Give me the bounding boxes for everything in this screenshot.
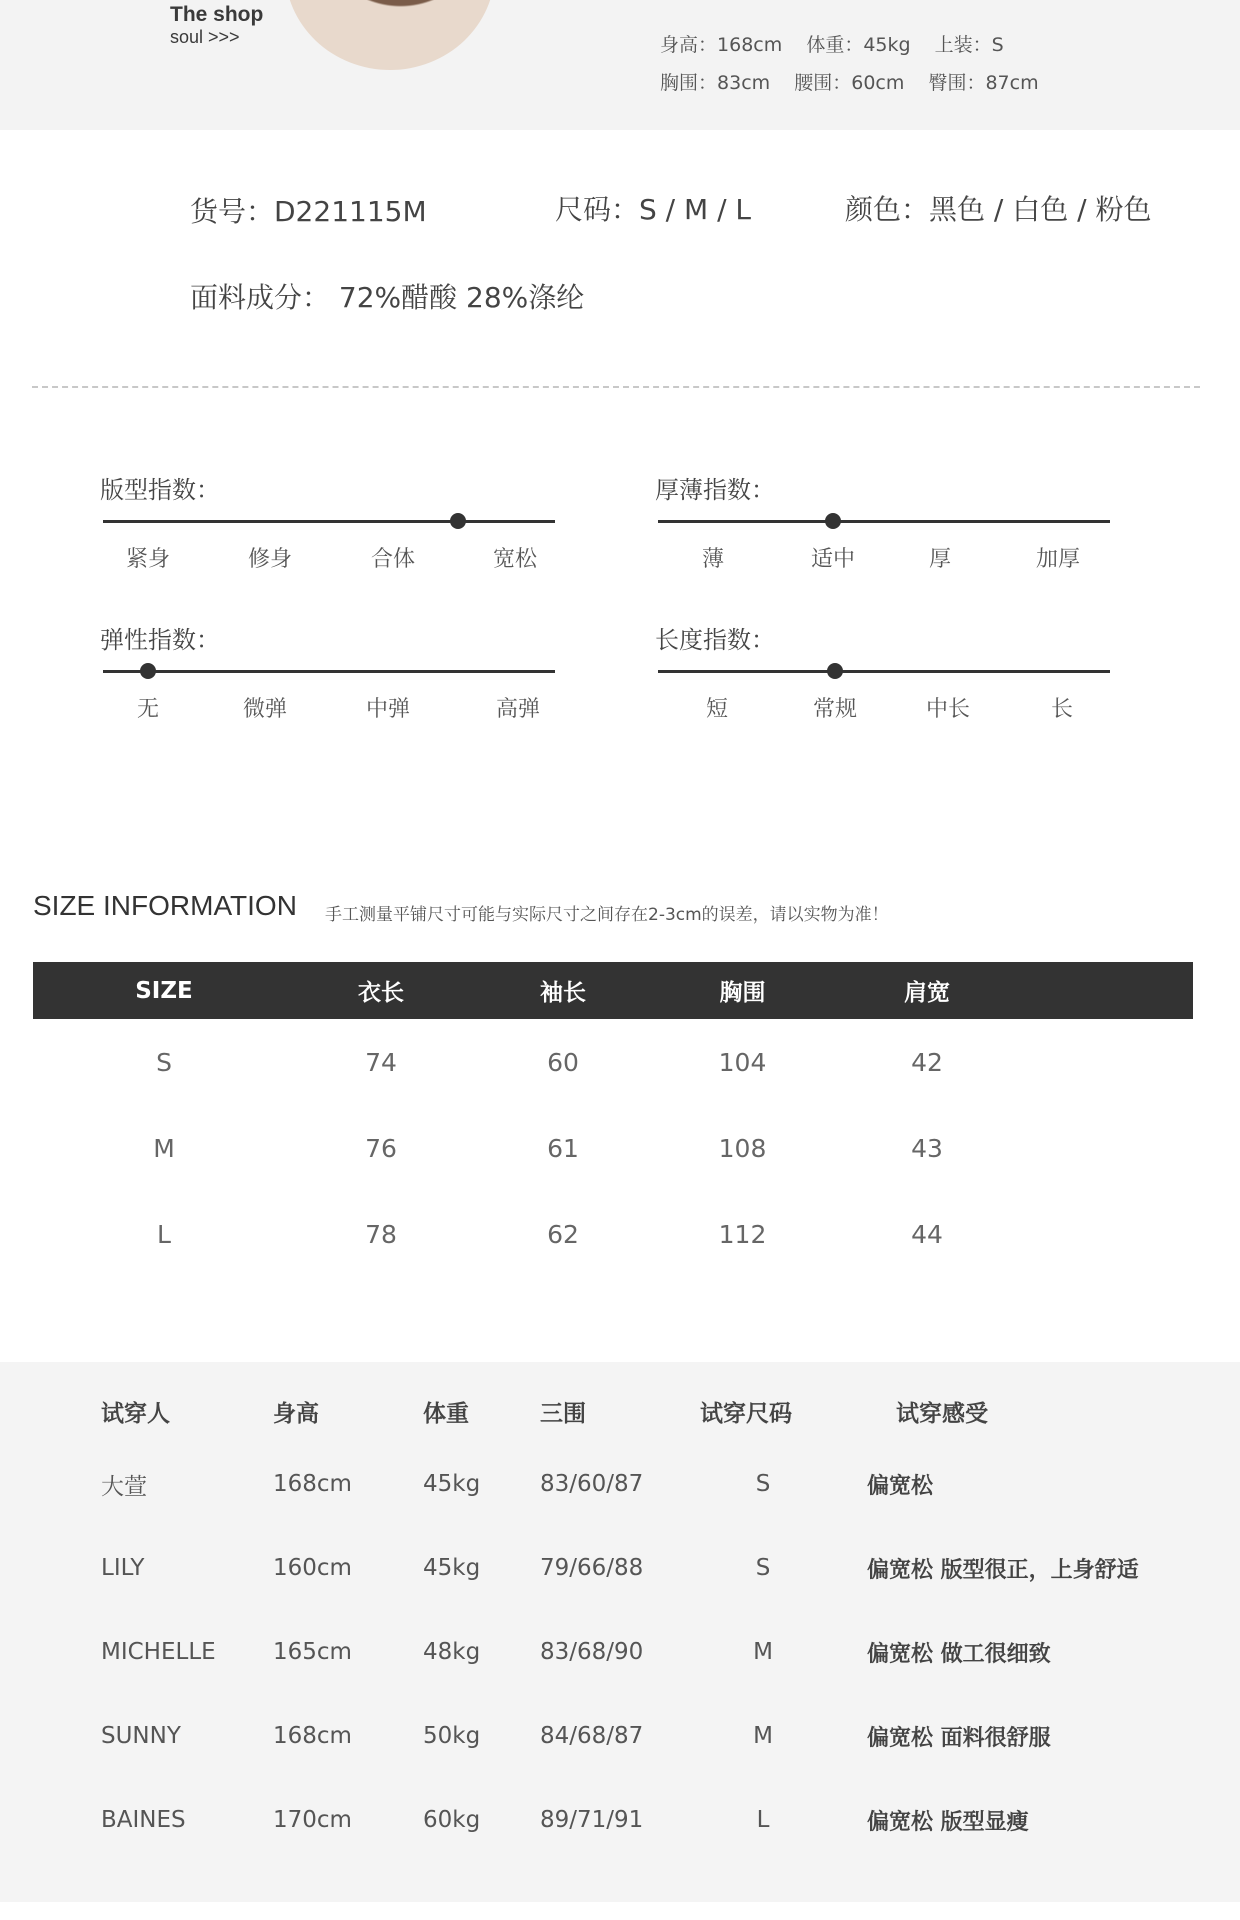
tryon-table bbox=[100, 1380, 1237, 1862]
table-row bbox=[100, 1442, 1237, 1526]
table-cell: 89/71/91 bbox=[540, 1807, 644, 1833]
thickness-index-label: 薄 bbox=[701, 547, 724, 572]
fit-index-label: 修身 bbox=[247, 547, 292, 572]
stretch-index-label: 无 bbox=[136, 697, 159, 722]
tryon-col-weight: 体重 bbox=[423, 1400, 469, 1427]
table-cell: 83/68/90 bbox=[540, 1639, 644, 1665]
table-cell: 62 bbox=[547, 1219, 579, 1249]
table-cell: 168cm bbox=[273, 1723, 352, 1749]
fit-index-label: 紧身 bbox=[125, 547, 170, 572]
table-cell: 48kg bbox=[423, 1639, 481, 1665]
table-cell: 78 bbox=[365, 1219, 397, 1249]
length-index-title: 长度指数： bbox=[655, 626, 775, 654]
fit-index-line bbox=[103, 520, 555, 523]
color-options: 颜色：黑色 / 白色 / 粉色 bbox=[845, 193, 1152, 226]
table-cell-spacer bbox=[1028, 1191, 1193, 1277]
stretch-index-line bbox=[103, 670, 555, 673]
table-cell: 43 bbox=[911, 1133, 943, 1163]
table-row bbox=[100, 1526, 1237, 1610]
table-cell: 偏宽松 版型显瘦 bbox=[867, 1809, 1029, 1835]
stretch-index-marker bbox=[140, 663, 156, 679]
table-cell: S bbox=[156, 1047, 172, 1077]
stretch-index-title: 弹性指数： bbox=[100, 626, 220, 654]
table-row bbox=[100, 1694, 1237, 1778]
fit-index-title: 版型指数： bbox=[100, 476, 220, 504]
table-cell: 79/66/88 bbox=[540, 1555, 644, 1581]
table-cell: 60 bbox=[547, 1047, 579, 1077]
table-row bbox=[33, 1019, 1193, 1105]
table-row bbox=[100, 1610, 1237, 1694]
table-cell: 42 bbox=[911, 1047, 943, 1077]
model-row-2 bbox=[660, 64, 1057, 102]
tryon-col-height: 身高 bbox=[273, 1400, 319, 1427]
thickness-index-line bbox=[658, 520, 1110, 523]
model-measurements bbox=[660, 26, 1057, 102]
table-cell: 112 bbox=[718, 1219, 767, 1249]
table-cell: 168cm bbox=[273, 1471, 352, 1497]
fit-index-marker bbox=[450, 513, 466, 529]
size-col-sleeve: 袖长 bbox=[467, 962, 659, 1019]
length-index-marker bbox=[827, 663, 843, 679]
logo-line2: soul >>> bbox=[170, 27, 240, 47]
item-number: 货号：D221115M bbox=[190, 195, 427, 228]
stretch-index-label: 高弹 bbox=[495, 697, 540, 722]
table-cell: 偏宽松 bbox=[867, 1473, 934, 1499]
fit-index-label: 合体 bbox=[370, 547, 415, 572]
table-cell: 44 bbox=[911, 1219, 943, 1249]
table-cell: BAINES bbox=[101, 1807, 186, 1833]
stretch-index-label: 微弹 bbox=[242, 697, 287, 722]
table-row bbox=[33, 1105, 1193, 1191]
model-hip: 臀围：87cm bbox=[928, 72, 1039, 94]
table-cell: S bbox=[755, 1555, 771, 1581]
table-cell: LILY bbox=[101, 1555, 145, 1581]
table-cell: 偏宽松 版型很正，上身舒适 bbox=[867, 1557, 1139, 1583]
table-cell: 大萱 bbox=[101, 1473, 147, 1500]
table-cell: M bbox=[153, 1133, 175, 1163]
dashed-divider bbox=[32, 386, 1200, 388]
thickness-index-label: 厚 bbox=[928, 547, 951, 572]
length-index-label: 常规 bbox=[812, 697, 857, 722]
table-row bbox=[33, 1191, 1193, 1277]
table-cell: 61 bbox=[547, 1133, 579, 1163]
table-cell: 84/68/87 bbox=[540, 1723, 644, 1749]
size-options: 尺码：S / M / L bbox=[555, 193, 752, 226]
shop-logo bbox=[170, 4, 263, 48]
tryon-col-person: 试穿人 bbox=[101, 1400, 170, 1427]
tryon-col-feedback: 试穿感受 bbox=[896, 1400, 988, 1427]
fit-index-label: 宽松 bbox=[492, 547, 537, 572]
model-height: 身高：168cm bbox=[660, 34, 783, 56]
table-cell: 偏宽松 面料很舒服 bbox=[867, 1725, 1051, 1751]
table-cell: 165cm bbox=[273, 1639, 352, 1665]
length-index-label: 长 bbox=[1050, 697, 1073, 722]
size-col-length: 衣长 bbox=[295, 962, 467, 1019]
thickness-index-label: 加厚 bbox=[1035, 547, 1080, 572]
tryon-col-measurements: 三围 bbox=[540, 1400, 586, 1427]
table-cell: 50kg bbox=[423, 1723, 481, 1749]
table-cell: SUNNY bbox=[101, 1723, 181, 1749]
table-row bbox=[100, 1778, 1237, 1862]
size-table bbox=[33, 962, 1193, 1277]
stretch-index-label: 中弹 bbox=[365, 697, 410, 722]
table-cell: 83/60/87 bbox=[540, 1471, 644, 1497]
size-table-header bbox=[33, 962, 1193, 1019]
size-col-bust: 胸围 bbox=[659, 962, 826, 1019]
model-row-1 bbox=[660, 26, 1057, 64]
table-cell: 45kg bbox=[423, 1471, 481, 1497]
table-cell-spacer bbox=[1028, 1019, 1193, 1105]
table-cell: 104 bbox=[718, 1047, 767, 1077]
thickness-index-label: 适中 bbox=[810, 547, 855, 572]
table-cell: 160cm bbox=[273, 1555, 352, 1581]
tryon-col-size: 试穿尺码 bbox=[700, 1400, 792, 1427]
size-info-note: 手工测量平铺尺寸可能与实际尺寸之间存在2-3cm的误差，请以实物为准！ bbox=[325, 905, 889, 925]
table-cell: 108 bbox=[718, 1133, 767, 1163]
size-col-size: SIZE bbox=[33, 962, 295, 1019]
table-cell: S bbox=[755, 1471, 771, 1497]
length-index-line bbox=[658, 670, 1110, 673]
table-cell: MICHELLE bbox=[101, 1639, 216, 1665]
table-cell: 偏宽松 做工很细致 bbox=[867, 1641, 1051, 1667]
size-info-heading: SIZE INFORMATION bbox=[33, 890, 297, 921]
model-weight: 体重：45kg bbox=[806, 34, 911, 56]
thickness-index-marker bbox=[825, 513, 841, 529]
table-cell: 76 bbox=[365, 1133, 397, 1163]
length-index-label: 短 bbox=[705, 697, 728, 722]
table-cell: M bbox=[753, 1723, 773, 1749]
table-cell: L bbox=[157, 1219, 171, 1249]
table-cell: 45kg bbox=[423, 1555, 481, 1581]
model-bust: 胸围：83cm bbox=[660, 72, 771, 94]
logo-line1: The shop bbox=[170, 3, 264, 26]
size-col-spacer bbox=[1028, 962, 1193, 1019]
table-cell: 74 bbox=[365, 1047, 397, 1077]
fabric-composition: 面料成分： 72%醋酸 28%涤纶 bbox=[190, 281, 585, 314]
table-cell: 170cm bbox=[273, 1807, 352, 1833]
thickness-index-title: 厚薄指数： bbox=[655, 476, 775, 504]
table-cell: L bbox=[756, 1807, 770, 1833]
table-cell: 60kg bbox=[423, 1807, 481, 1833]
table-cell: M bbox=[753, 1639, 773, 1665]
model-top-size: 上装：S bbox=[934, 34, 1004, 56]
size-col-shoulder: 肩宽 bbox=[826, 962, 1028, 1019]
length-index-label: 中长 bbox=[925, 697, 970, 722]
table-cell-spacer bbox=[1028, 1105, 1193, 1191]
tryon-header bbox=[100, 1380, 1237, 1442]
model-waist: 腰围：60cm bbox=[794, 72, 905, 94]
